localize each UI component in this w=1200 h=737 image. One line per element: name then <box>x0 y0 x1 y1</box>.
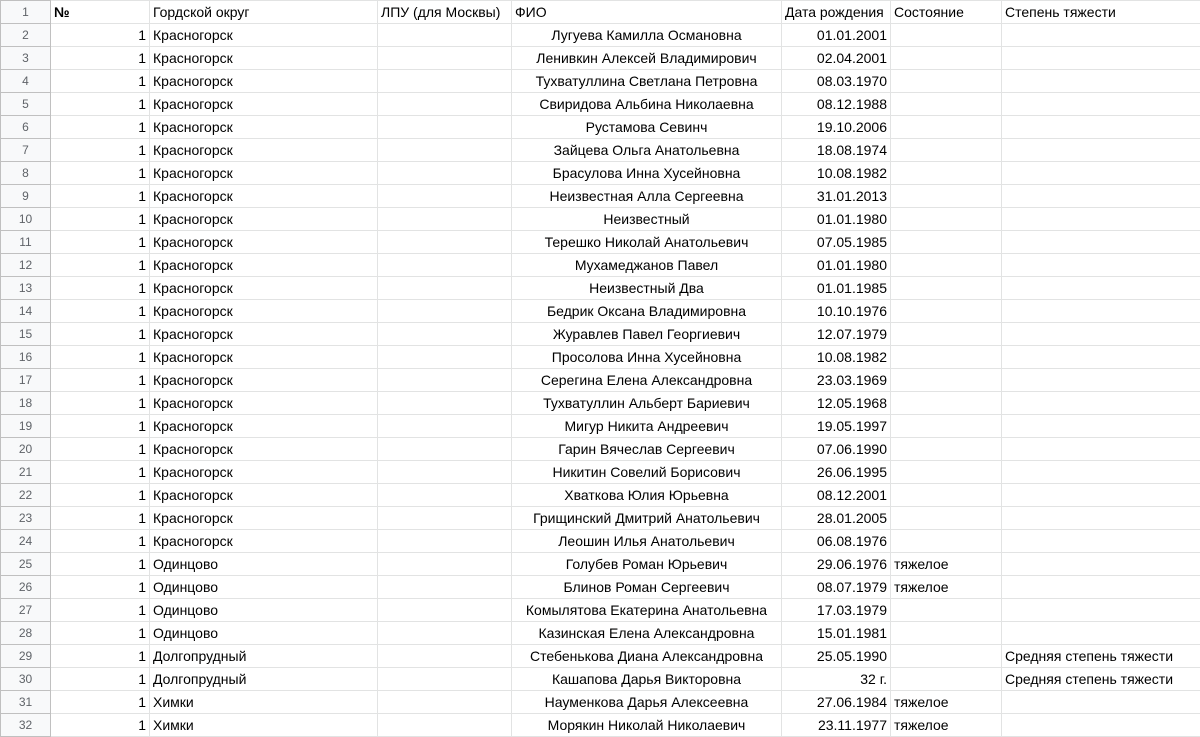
cell-state[interactable] <box>891 300 1002 323</box>
cell-num[interactable]: 1 <box>51 162 150 185</box>
cell-state[interactable] <box>891 645 1002 668</box>
cell-state[interactable] <box>891 231 1002 254</box>
cell-birth[interactable]: 01.01.1985 <box>782 277 891 300</box>
cell-lpu[interactable] <box>378 599 512 622</box>
cell-state[interactable] <box>891 507 1002 530</box>
cell-birth[interactable]: 23.03.1969 <box>782 369 891 392</box>
cell-state[interactable] <box>891 47 1002 70</box>
cell-num[interactable]: 1 <box>51 70 150 93</box>
cell-district[interactable]: Химки <box>150 714 378 737</box>
table-row <box>1 645 1200 668</box>
row-number[interactable]: 28 <box>1 622 51 645</box>
cell-state[interactable] <box>891 139 1002 162</box>
cell-district[interactable]: Долгопрудный <box>150 668 378 691</box>
cell-birth[interactable]: 19.10.2006 <box>782 116 891 139</box>
cell-num[interactable]: 1 <box>51 254 150 277</box>
row-number[interactable]: 20 <box>1 438 51 461</box>
cell-district[interactable]: Красногорск <box>150 530 378 553</box>
row-number[interactable]: 10 <box>1 208 51 231</box>
cell-birth[interactable]: 29.06.1976 <box>782 553 891 576</box>
cell-birth[interactable]: 15.01.1981 <box>782 622 891 645</box>
row-number[interactable]: 23 <box>1 507 51 530</box>
cell-fio[interactable]: Грищинский Дмитрий Анатольевич <box>512 507 782 530</box>
cell-num[interactable]: 1 <box>51 208 150 231</box>
cell-severity[interactable] <box>1002 691 1200 714</box>
table-row <box>1 553 1200 576</box>
cell-birth[interactable]: 10.08.1982 <box>782 346 891 369</box>
cell-state[interactable] <box>891 668 1002 691</box>
cell-fio[interactable]: Морякин Николай Николаевич <box>512 714 782 737</box>
cell-fio[interactable]: Гарин Вячеслав Сергеевич <box>512 438 782 461</box>
cell-birth[interactable]: 08.07.1979 <box>782 576 891 599</box>
cell-state[interactable]: тяжелое <box>891 576 1002 599</box>
cell-district[interactable]: Красногорск <box>150 484 378 507</box>
cell-district[interactable]: Красногорск <box>150 24 378 47</box>
cell-birth[interactable]: 32 г. <box>782 668 891 691</box>
table-row <box>1 162 1200 185</box>
cell-birth[interactable]: 26.06.1995 <box>782 461 891 484</box>
row-number[interactable]: 7 <box>1 139 51 162</box>
table-row <box>1 346 1200 369</box>
table-row <box>1 438 1200 461</box>
cell-severity[interactable] <box>1002 484 1200 507</box>
cell-fio[interactable]: Лугуева Камилла Османовна <box>512 24 782 47</box>
cell-district[interactable]: Красногорск <box>150 507 378 530</box>
cell-fio[interactable]: Бедрик Оксана Владимировна <box>512 300 782 323</box>
cell-state[interactable]: тяжелое <box>891 553 1002 576</box>
row-number[interactable]: 31 <box>1 691 51 714</box>
cell-fio[interactable]: Неизвестная Алла Сергеевна <box>512 185 782 208</box>
table-row <box>1 599 1200 622</box>
cell-fio[interactable]: Никитин Совелий Борисович <box>512 461 782 484</box>
row-number[interactable]: 17 <box>1 369 51 392</box>
cell-lpu[interactable] <box>378 346 512 369</box>
row-number[interactable]: 25 <box>1 553 51 576</box>
cell-lpu[interactable] <box>378 300 512 323</box>
cell-severity[interactable] <box>1002 369 1200 392</box>
cell-district[interactable]: Красногорск <box>150 208 378 231</box>
cell-severity[interactable] <box>1002 392 1200 415</box>
cell-num[interactable]: 1 <box>51 691 150 714</box>
cell-state[interactable] <box>891 346 1002 369</box>
cell-lpu[interactable] <box>378 576 512 599</box>
cell-district[interactable]: Одинцово <box>150 622 378 645</box>
cell-birth[interactable]: 12.05.1968 <box>782 392 891 415</box>
cell-birth[interactable]: 31.01.2013 <box>782 185 891 208</box>
table-row <box>1 484 1200 507</box>
cell-district[interactable]: Красногорск <box>150 461 378 484</box>
cell-severity[interactable] <box>1002 553 1200 576</box>
cell-lpu[interactable] <box>378 208 512 231</box>
cell-fio[interactable]: Тухватуллина Светлана Петровна <box>512 70 782 93</box>
row-number[interactable]: 19 <box>1 415 51 438</box>
cell-birth[interactable]: 17.03.1979 <box>782 599 891 622</box>
table-row <box>1 47 1200 70</box>
table-row <box>1 70 1200 93</box>
row-number[interactable]: 2 <box>1 24 51 47</box>
table-row <box>1 254 1200 277</box>
cell-state[interactable] <box>891 24 1002 47</box>
row-number[interactable]: 1 <box>1 1 51 24</box>
cell-state[interactable]: тяжелое <box>891 691 1002 714</box>
cell-fio[interactable]: Тухватуллин Альберт Бариевич <box>512 392 782 415</box>
cell-district[interactable]: Красногорск <box>150 415 378 438</box>
row-number[interactable]: 24 <box>1 530 51 553</box>
cell-num[interactable]: 1 <box>51 139 150 162</box>
cell-state[interactable] <box>891 461 1002 484</box>
cell-birth[interactable]: 12.07.1979 <box>782 323 891 346</box>
cell-lpu[interactable] <box>378 185 512 208</box>
cell-state[interactable] <box>891 530 1002 553</box>
table-row <box>1 93 1200 116</box>
cell-district[interactable]: Красногорск <box>150 392 378 415</box>
cell-state[interactable] <box>891 93 1002 116</box>
cell-severity[interactable] <box>1002 576 1200 599</box>
header-cell-num[interactable]: № <box>51 1 150 24</box>
cell-severity[interactable] <box>1002 254 1200 277</box>
row-number[interactable]: 14 <box>1 300 51 323</box>
cell-state[interactable] <box>891 323 1002 346</box>
row-number[interactable]: 22 <box>1 484 51 507</box>
table-row <box>1 300 1200 323</box>
row-number[interactable]: 5 <box>1 93 51 116</box>
row-number[interactable]: 6 <box>1 116 51 139</box>
cell-state[interactable]: тяжелое <box>891 714 1002 737</box>
cell-district[interactable]: Красногорск <box>150 231 378 254</box>
cell-fio[interactable]: Свиридова Альбина Николаевна <box>512 93 782 116</box>
cell-severity[interactable] <box>1002 438 1200 461</box>
cell-num[interactable]: 1 <box>51 507 150 530</box>
table-row <box>1 369 1200 392</box>
row-number[interactable]: 21 <box>1 461 51 484</box>
cell-fio[interactable]: Стебенькова Диана Александровна <box>512 645 782 668</box>
cell-severity[interactable] <box>1002 139 1200 162</box>
cell-district[interactable]: Долгопрудный <box>150 645 378 668</box>
cell-severity[interactable] <box>1002 461 1200 484</box>
cell-district[interactable]: Красногорск <box>150 139 378 162</box>
table-row <box>1 277 1200 300</box>
cell-severity[interactable] <box>1002 185 1200 208</box>
row-number[interactable]: 26 <box>1 576 51 599</box>
row-number[interactable]: 27 <box>1 599 51 622</box>
cell-severity[interactable] <box>1002 714 1200 737</box>
header-cell-district[interactable]: Гордской округ <box>150 1 378 24</box>
cell-num[interactable]: 1 <box>51 461 150 484</box>
cell-lpu[interactable] <box>378 461 512 484</box>
cell-num[interactable]: 1 <box>51 277 150 300</box>
cell-district[interactable]: Красногорск <box>150 47 378 70</box>
header-cell-lpu[interactable]: ЛПУ (для Москвы) <box>378 1 512 24</box>
row-number[interactable]: 9 <box>1 185 51 208</box>
cell-district[interactable]: Красногорск <box>150 346 378 369</box>
cell-lpu[interactable] <box>378 668 512 691</box>
table-row <box>1 208 1200 231</box>
cell-lpu[interactable] <box>378 622 512 645</box>
cell-num[interactable]: 1 <box>51 622 150 645</box>
table-row <box>1 576 1200 599</box>
cell-fio[interactable]: Науменкова Дарья Алексеевна <box>512 691 782 714</box>
cell-num[interactable]: 1 <box>51 300 150 323</box>
cell-lpu[interactable] <box>378 93 512 116</box>
cell-severity[interactable] <box>1002 277 1200 300</box>
cell-severity[interactable] <box>1002 116 1200 139</box>
row-number[interactable]: 30 <box>1 668 51 691</box>
row-number[interactable]: 32 <box>1 714 51 737</box>
table-row <box>1 392 1200 415</box>
row-number[interactable]: 15 <box>1 323 51 346</box>
cell-lpu[interactable] <box>378 714 512 737</box>
cell-lpu[interactable] <box>378 691 512 714</box>
cell-num[interactable]: 1 <box>51 24 150 47</box>
cell-severity[interactable] <box>1002 346 1200 369</box>
cell-lpu[interactable] <box>378 162 512 185</box>
table-row <box>1 24 1200 47</box>
cell-birth[interactable]: 02.04.2001 <box>782 47 891 70</box>
table-row <box>1 231 1200 254</box>
cell-lpu[interactable] <box>378 507 512 530</box>
row-number[interactable]: 16 <box>1 346 51 369</box>
row-number[interactable]: 18 <box>1 392 51 415</box>
cell-district[interactable]: Красногорск <box>150 254 378 277</box>
cell-state[interactable] <box>891 254 1002 277</box>
cell-num[interactable]: 1 <box>51 714 150 737</box>
cell-severity[interactable]: Средняя степень тяжести <box>1002 668 1200 691</box>
cell-lpu[interactable] <box>378 530 512 553</box>
cell-fio[interactable]: Серегина Елена Александровна <box>512 369 782 392</box>
cell-fio[interactable]: Ленивкин Алексей Владимирович <box>512 47 782 70</box>
cell-birth[interactable]: 27.06.1984 <box>782 691 891 714</box>
cell-birth[interactable]: 10.08.1982 <box>782 162 891 185</box>
cell-lpu[interactable] <box>378 645 512 668</box>
cell-num[interactable]: 1 <box>51 530 150 553</box>
table-row <box>1 668 1200 691</box>
header-cell-birth[interactable]: Дата рождения <box>782 1 891 24</box>
table-row <box>1 691 1200 714</box>
cell-state[interactable] <box>891 185 1002 208</box>
cell-fio[interactable]: Блинов Роман Сергеевич <box>512 576 782 599</box>
cell-severity[interactable] <box>1002 93 1200 116</box>
cell-severity[interactable] <box>1002 622 1200 645</box>
cell-birth[interactable]: 01.01.1980 <box>782 254 891 277</box>
cell-district[interactable]: Одинцово <box>150 553 378 576</box>
cell-birth[interactable]: 25.05.1990 <box>782 645 891 668</box>
cell-fio[interactable]: Неизвестный Два <box>512 277 782 300</box>
table-row <box>1 461 1200 484</box>
cell-state[interactable] <box>891 392 1002 415</box>
cell-birth[interactable]: 06.08.1976 <box>782 530 891 553</box>
header-cell-severity[interactable]: Степень тяжести <box>1002 1 1200 24</box>
table-row <box>1 622 1200 645</box>
cell-birth[interactable]: 10.10.1976 <box>782 300 891 323</box>
cell-num[interactable]: 1 <box>51 392 150 415</box>
cell-birth[interactable]: 28.01.2005 <box>782 507 891 530</box>
cell-severity[interactable] <box>1002 208 1200 231</box>
cell-district[interactable]: Красногорск <box>150 323 378 346</box>
cell-fio[interactable]: Журавлев Павел Георгиевич <box>512 323 782 346</box>
row-number[interactable]: 13 <box>1 277 51 300</box>
table-row <box>1 714 1200 737</box>
cell-fio[interactable]: Рустамова Севинч <box>512 116 782 139</box>
cell-severity[interactable] <box>1002 231 1200 254</box>
cell-state[interactable] <box>891 208 1002 231</box>
cell-birth[interactable]: 01.01.1980 <box>782 208 891 231</box>
cell-severity[interactable] <box>1002 24 1200 47</box>
cell-lpu[interactable] <box>378 392 512 415</box>
header-cell-fio[interactable]: ФИО <box>512 1 782 24</box>
cell-num[interactable]: 1 <box>51 47 150 70</box>
cell-district[interactable]: Красногорск <box>150 93 378 116</box>
cell-district[interactable]: Красногорск <box>150 277 378 300</box>
cell-fio[interactable]: Комылятова Екатерина Анатольевна <box>512 599 782 622</box>
cell-severity[interactable] <box>1002 162 1200 185</box>
cell-fio[interactable]: Голубев Роман Юрьевич <box>512 553 782 576</box>
row-number[interactable]: 8 <box>1 162 51 185</box>
cell-lpu[interactable] <box>378 231 512 254</box>
table-row <box>1 415 1200 438</box>
cell-num[interactable]: 1 <box>51 484 150 507</box>
cell-lpu[interactable] <box>378 116 512 139</box>
table-row <box>1 116 1200 139</box>
cell-district[interactable]: Красногорск <box>150 300 378 323</box>
cell-severity[interactable] <box>1002 47 1200 70</box>
cell-district[interactable]: Химки <box>150 691 378 714</box>
cell-birth[interactable]: 07.05.1985 <box>782 231 891 254</box>
cell-fio[interactable]: Мухамеджанов Павел <box>512 254 782 277</box>
cell-state[interactable] <box>891 70 1002 93</box>
cell-lpu[interactable] <box>378 70 512 93</box>
cell-fio[interactable]: Казинская Елена Александровна <box>512 622 782 645</box>
cell-birth[interactable]: 18.08.1974 <box>782 139 891 162</box>
cell-severity[interactable] <box>1002 70 1200 93</box>
cell-lpu[interactable] <box>378 323 512 346</box>
cell-birth[interactable]: 08.12.2001 <box>782 484 891 507</box>
cell-num[interactable]: 1 <box>51 599 150 622</box>
cell-fio[interactable]: Терешко Николай Анатольевич <box>512 231 782 254</box>
cell-lpu[interactable] <box>378 277 512 300</box>
cell-district[interactable]: Красногорск <box>150 162 378 185</box>
cell-birth[interactable]: 01.01.2001 <box>782 24 891 47</box>
cell-num[interactable]: 1 <box>51 346 150 369</box>
cell-state[interactable] <box>891 277 1002 300</box>
cell-fio[interactable]: Кашапова Дарья Викторовна <box>512 668 782 691</box>
row-number[interactable]: 11 <box>1 231 51 254</box>
cell-lpu[interactable] <box>378 369 512 392</box>
cell-state[interactable] <box>891 438 1002 461</box>
cell-birth[interactable]: 23.11.1977 <box>782 714 891 737</box>
cell-state[interactable] <box>891 599 1002 622</box>
cell-lpu[interactable] <box>378 415 512 438</box>
cell-num[interactable]: 1 <box>51 576 150 599</box>
cell-severity[interactable] <box>1002 415 1200 438</box>
cell-fio[interactable]: Просолова Инна Хусейновна <box>512 346 782 369</box>
cell-birth[interactable]: 07.06.1990 <box>782 438 891 461</box>
table-row <box>1 507 1200 530</box>
cell-district[interactable]: Одинцово <box>150 599 378 622</box>
cell-lpu[interactable] <box>378 24 512 47</box>
cell-state[interactable] <box>891 415 1002 438</box>
table-row <box>1 139 1200 162</box>
cell-state[interactable] <box>891 116 1002 139</box>
cell-lpu[interactable] <box>378 553 512 576</box>
header-row <box>1 1 1200 24</box>
cell-severity[interactable] <box>1002 599 1200 622</box>
cell-fio[interactable]: Мигур Никита Андреевич <box>512 415 782 438</box>
cell-lpu[interactable] <box>378 139 512 162</box>
cell-birth[interactable]: 19.05.1997 <box>782 415 891 438</box>
cell-num[interactable]: 1 <box>51 415 150 438</box>
row-number[interactable]: 12 <box>1 254 51 277</box>
cell-fio[interactable]: Зайцева Ольга Анатольевна <box>512 139 782 162</box>
cell-district[interactable]: Красногорск <box>150 185 378 208</box>
cell-state[interactable] <box>891 484 1002 507</box>
table-row <box>1 323 1200 346</box>
cell-lpu[interactable] <box>378 438 512 461</box>
cell-lpu[interactable] <box>378 484 512 507</box>
cell-lpu[interactable] <box>378 254 512 277</box>
cell-num[interactable]: 1 <box>51 438 150 461</box>
cell-district[interactable]: Красногорск <box>150 438 378 461</box>
cell-severity[interactable] <box>1002 530 1200 553</box>
cell-severity[interactable] <box>1002 323 1200 346</box>
cell-severity[interactable] <box>1002 507 1200 530</box>
cell-birth[interactable]: 08.03.1970 <box>782 70 891 93</box>
cell-state[interactable] <box>891 622 1002 645</box>
row-number[interactable]: 4 <box>1 70 51 93</box>
cell-num[interactable]: 1 <box>51 231 150 254</box>
cell-state[interactable] <box>891 162 1002 185</box>
cell-fio[interactable]: Брасулова Инна Хусейновна <box>512 162 782 185</box>
table-row <box>1 185 1200 208</box>
cell-num[interactable]: 1 <box>51 369 150 392</box>
cell-num[interactable]: 1 <box>51 645 150 668</box>
cell-severity[interactable] <box>1002 300 1200 323</box>
cell-district[interactable]: Красногорск <box>150 116 378 139</box>
cell-num[interactable]: 1 <box>51 185 150 208</box>
cell-fio[interactable]: Неизвестный <box>512 208 782 231</box>
cell-fio[interactable]: Леошин Илья Анатольевич <box>512 530 782 553</box>
cell-lpu[interactable] <box>378 47 512 70</box>
header-cell-state[interactable]: Состояние <box>891 1 1002 24</box>
row-number[interactable]: 3 <box>1 47 51 70</box>
cell-num[interactable]: 1 <box>51 93 150 116</box>
cell-birth[interactable]: 08.12.1988 <box>782 93 891 116</box>
cell-num[interactable]: 1 <box>51 116 150 139</box>
cell-district[interactable]: Красногорск <box>150 369 378 392</box>
cell-fio[interactable]: Хваткова Юлия Юрьевна <box>512 484 782 507</box>
cell-num[interactable]: 1 <box>51 323 150 346</box>
cell-num[interactable]: 1 <box>51 668 150 691</box>
row-number[interactable]: 29 <box>1 645 51 668</box>
cell-district[interactable]: Красногорск <box>150 70 378 93</box>
cell-district[interactable]: Одинцово <box>150 576 378 599</box>
cell-num[interactable]: 1 <box>51 553 150 576</box>
cell-severity[interactable]: Средняя степень тяжести <box>1002 645 1200 668</box>
cell-state[interactable] <box>891 369 1002 392</box>
table-row <box>1 530 1200 553</box>
